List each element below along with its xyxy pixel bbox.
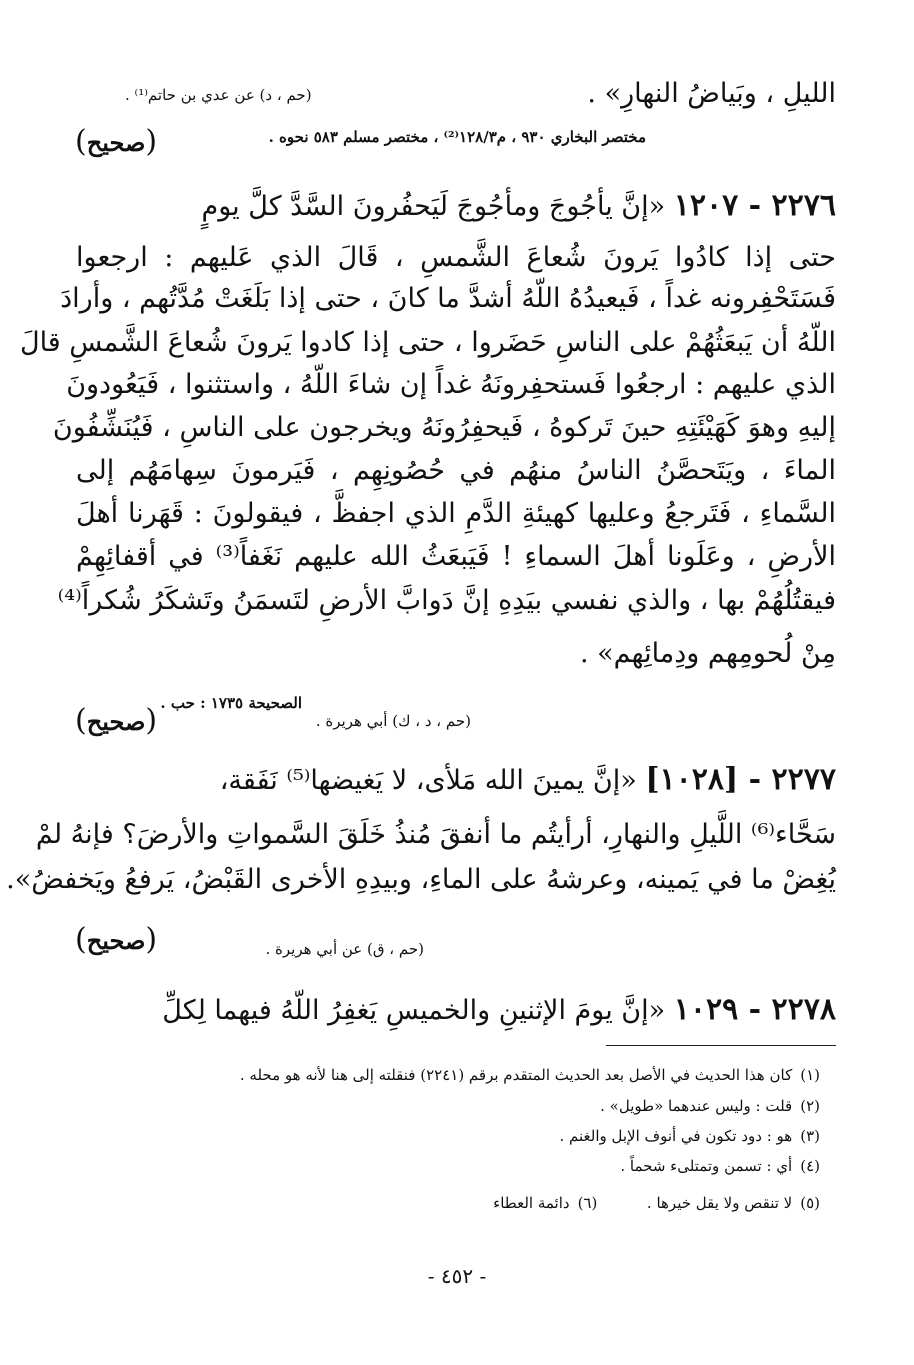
footnote: (١)كان هذا الحديث في الأصل بعد الحديث المتقدم برقم (٢٢٤١) فنقلته إلى هنا لأنه هو محله . bbox=[239, 1066, 820, 1084]
hadith-2276-line-2: حتى إذا كادُوا يَرونَ شُعاعَ الشَّمسِ ، قَالَ الذي عَليهم : ارجعوا bbox=[76, 242, 836, 273]
hadith-2276-line-3: فَسَتَحْفِرونه غداً ، فَيعيدُهُ اللّهُ أشدَّ ما كانَ ، حتى إذا بَلَغَتْ مُدَّتُهم ، وأرادَ bbox=[60, 283, 836, 314]
hadith-2276-source: (حم ، د ، ك) أبي هريرة . bbox=[315, 712, 471, 730]
continuation-line: الليلِ ، وبَياضُ النهارِ» . bbox=[587, 78, 836, 109]
footnote: دائمة العطاء bbox=[493, 1194, 570, 1212]
hadith-2276-line-1: ٢٢٧٦ - ١٢٠٧ «إنَّ يأجُوجَ ومأجُوجَ لَيَحفُرونَ السَّدَّ كلَّ يومٍ bbox=[201, 188, 836, 223]
hadith-2276-line-9: الأرضِ ، وعَلَونا أهلَ السماءِ ! فَيَبعَثُ الله عليهم نَغَفاً⁽³⁾ في أقفائِهِمْ bbox=[76, 541, 836, 572]
hadith-2276-line-7: الماءَ ، ويَتَحصَّنُ الناسُ منهُم في حُصُونِهِم ، فَيَرمونَ سِهامَهُم إلى bbox=[76, 455, 836, 486]
hadith-2276-line-10: فيقتُلُهُمْ بها ، والذي نفسي بيَدِهِ إنَّ دَوابَّ الأرضِ لتَسمَنُ وتَشكَرُ شُكراً⁽⁴⁾ bbox=[57, 585, 836, 616]
hadith-2276-line-6: إليهِ وهوَ كَهَيْئَتِهِ حينَ تَركوهُ ، فَيحفِرُونَهُ ويخرجون على الناسِ ، فَيُنَشِّفُونَ bbox=[52, 412, 836, 443]
hadith-number: ٢٢٧٧ - [١٠٢٨] bbox=[645, 762, 836, 797]
hadith-2277-source: (حم ، ق) عن أبي هريرة . bbox=[265, 940, 424, 958]
hadith-number: ٢٢٧٨ - ١٠٢٩ bbox=[673, 992, 836, 1027]
footnote: (٥)لا تنقص ولا يقل خيرها . (٦)دائمة العطاء bbox=[493, 1194, 820, 1212]
hadith-number: ٢٢٧٦ - ١٢٠٧ bbox=[673, 188, 836, 223]
hadith-2278-line-1: ٢٢٧٨ - ١٠٢٩ «إنَّ يومَ الإثنينِ والخميسِ يَغفِرُ اللّهُ فيهما لِكلِّ bbox=[162, 992, 836, 1027]
hadith-2276-line-4: اللّهُ أن يَبعَثُهُمْ على الناسِ حَضَروا ، حتى إذا كادوا يَرونَ شُعاعَ الشَّمسِ قالَ bbox=[19, 327, 836, 358]
hadith-2276-line-5: الذي عليهم : ارجعُوا فَستحفِرونَهُ غداً إن شاءَ اللّهُ ، واستثنوا ، فَيَعُودونَ bbox=[66, 369, 836, 400]
continuation-source: (حم ، د) عن عدي بن حاتم⁽¹⁾ . bbox=[125, 86, 312, 104]
reference-line: مختصر البخاري ٩٣٠ ، م١٢٨/٣⁽²⁾ ، مختصر مسلم ٥٨٣ نحوه . bbox=[268, 128, 646, 146]
footnote: (٤)أي : تسمن وتمتلىء شحماً . bbox=[620, 1157, 820, 1175]
footnote: (٦) bbox=[577, 1194, 598, 1212]
grade-label: (صحيح) bbox=[75, 124, 158, 159]
footnote: (٣)هو : دود تكون في أنوف الإبل والغنم . bbox=[559, 1127, 820, 1145]
hadith-2276-line-8: السَّماءِ ، فَتَرجعُ وعليها كهيئةِ الدَّمِ الذي اجفظَّ ، فيقولونَ : قَهَرنا أهلَ bbox=[76, 498, 836, 529]
footnote: (٢)قلت : وليس عندهما «طويل» . bbox=[600, 1097, 820, 1115]
footnote-divider bbox=[606, 1045, 836, 1046]
hadith-2277-line-3: يُغِضْ ما في يَمينه، وعرشهُ على الماءِ، وبيدِهِ الأخرى القَبْضُ، يَرفعُ ويَخفضُ». bbox=[6, 864, 836, 895]
hadith-2277-line-1: ٢٢٧٧ - [١٠٢٨] «إنَّ يمينَ الله مَلأى، لا يَغيضها⁽⁵⁾ نَفَقة، bbox=[219, 762, 836, 797]
hadith-2277-line-2: سَحَّاء⁽⁶⁾ اللَّيلِ والنهارِ، أرأيتُم ما أنفقَ مُنذُ خَلَقَ السَّمواتِ والأرضَ؟ فإنهُ لمْ bbox=[35, 819, 836, 850]
page-number: - ٤٥٢ - bbox=[427, 1264, 487, 1288]
grade-label: (صحيح) bbox=[75, 703, 158, 738]
grade-label: (صحيح) bbox=[75, 922, 158, 957]
hadith-2276-reference: الصحيحة ١٧٣٥ : حب . bbox=[160, 694, 302, 712]
hadith-2276-line-11: مِنْ لُحومِهم ودِمائِهم» . bbox=[579, 638, 836, 669]
